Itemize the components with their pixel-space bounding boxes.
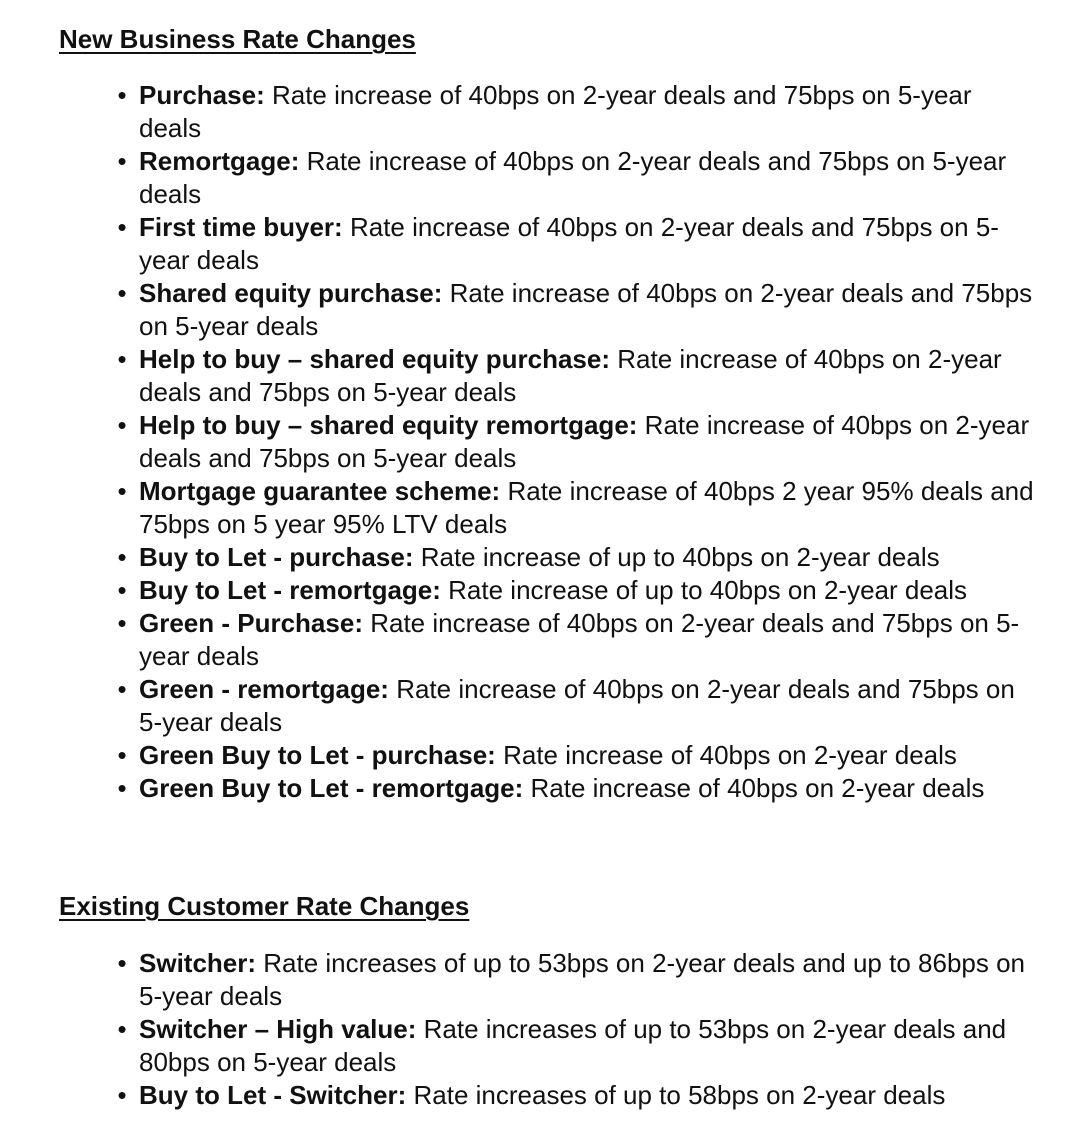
item-label: Purchase: [139,80,265,110]
list-item [117,541,1039,574]
item-text: Rate increase of 40bps on 2-year deals [503,740,957,770]
bullet-icon: • [117,1014,127,1044]
item-label: Green - remortgage: [139,674,389,704]
item-text: Rate increases of up to 58bps on 2-year deals [413,1080,946,1110]
item-text: Rate increase of 40bps on 2-year deals and 75bps on 5-year deals [139,80,972,143]
list-item [117,211,1039,277]
item-label: Switcher: [139,948,257,978]
list-item [117,1079,1039,1112]
bullet-icon: • [117,278,127,308]
item-label: Green Buy to Let - purchase: [139,740,496,770]
bullet-icon: • [117,674,127,704]
item-label: Green - Purchase: [139,608,363,638]
bullet-icon: • [117,542,127,572]
bullet-icon: • [117,212,127,242]
item-text: Rate increase of 40bps on 2-year deals and 75bps on 5-year deals [139,674,1015,737]
section-heading-existing-customer: Existing Customer Rate Changes [59,891,470,921]
item-text: Rate increase of 40bps on 2-year deals and 75bps on 5-year deals [139,278,1033,341]
bullet-icon: • [117,80,127,110]
list-item [117,947,1039,1013]
bullet-icon: • [117,344,127,374]
item-text: Rate increase of 40bps on 2-year deals [530,773,985,803]
bullet-icon: • [117,773,127,803]
list-item [117,79,1039,145]
bullet-icon: • [117,948,127,978]
item-label: Shared equity purchase: [139,278,443,308]
item-label: Buy to Let - Switcher: [139,1080,407,1110]
list-item [117,409,1039,475]
bullet-icon: • [117,608,127,638]
new-business-rate-list [117,79,1039,805]
item-label: First time buyer: [139,212,343,242]
item-label: Buy to Let - purchase: [139,542,414,572]
item-label: Help to buy – shared equity remortgage: [139,410,638,440]
list-item [117,673,1039,739]
item-text: Rate increase of 40bps 2 year 95% deals and 75bps on 5 year 95% LTV deals [139,476,1034,539]
item-label: Mortgage guarantee scheme: [139,476,501,506]
bullet-icon: • [117,1080,127,1110]
bullet-icon: • [117,410,127,440]
bullet-icon: • [117,740,127,770]
list-item [117,475,1039,541]
list-item [117,277,1039,343]
item-text: Rate increases of up to 53bps on 2-year deals and 80bps on 5-year deals [139,1014,1007,1077]
existing-customer-rate-list [117,947,1039,1112]
item-text: Rate increase of 40bps on 2-year deals and 75bps on 5-year deals [139,212,999,275]
list-item [117,607,1039,673]
list-item [117,1013,1039,1079]
item-label: Green Buy to Let - remortgage: [139,773,524,803]
bullet-icon: • [117,146,127,176]
list-item [117,343,1039,409]
item-text: Rate increase of 40bps on 2-year deals and 75bps on 5-year deals [139,344,1002,407]
item-text: Rate increase of 40bps on 2-year deals and 75bps on 5-year deals [139,146,1007,209]
item-label: Remortgage: [139,146,300,176]
item-text: Rate increases of up to 53bps on 2-year deals and up to 86bps on 5-year deals [139,948,1026,1011]
item-text: Rate increase of up to 40bps on 2-year deals [420,542,940,572]
item-label: Help to buy – shared equity purchase: [139,344,610,374]
bullet-icon: • [117,476,127,506]
list-item [117,772,1039,805]
item-text: Rate increase of 40bps on 2-year deals and 75bps on 5-year deals [139,410,1030,473]
bullet-icon: • [117,575,127,605]
list-item [117,145,1039,211]
item-label: Buy to Let - remortgage: [139,575,441,605]
list-item [117,739,1039,772]
item-label: Switcher – High value: [139,1014,417,1044]
item-text: Rate increase of 40bps on 2-year deals and 75bps on 5-year deals [139,608,1020,671]
section-heading-new-business: New Business Rate Changes [59,24,416,54]
list-item [117,574,1039,607]
item-text: Rate increase of up to 40bps on 2-year deals [448,575,968,605]
